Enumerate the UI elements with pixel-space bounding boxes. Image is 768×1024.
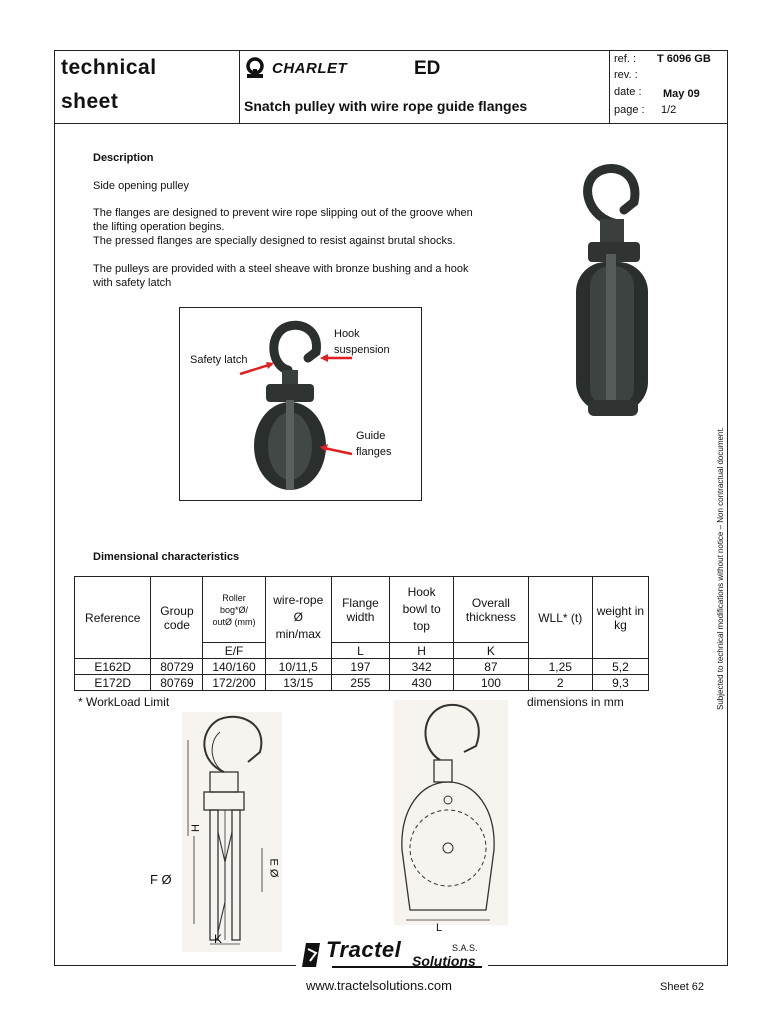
th-reference: Reference bbox=[75, 577, 151, 659]
front-view-drawing bbox=[390, 700, 510, 945]
cell-reference: E162D bbox=[75, 659, 151, 675]
page-value: 1/2 bbox=[661, 104, 677, 116]
cell-weight: 5,2 bbox=[592, 659, 648, 675]
cell-roller: 172/200 bbox=[203, 675, 265, 691]
th-overall: Overall thickness bbox=[454, 577, 528, 643]
pulley-photo bbox=[558, 164, 648, 431]
description-p4b: with safety latch bbox=[93, 277, 172, 289]
header-divider-2 bbox=[609, 50, 610, 124]
cell-hook: 430 bbox=[390, 675, 454, 691]
header-divider-1 bbox=[239, 50, 240, 124]
th-hook bbox=[390, 577, 454, 643]
th-letter-k: K bbox=[454, 643, 528, 659]
drawing-label-e: E Ø bbox=[267, 858, 280, 878]
description-p4a: The pulleys are provided with a steel sheave with bronze bushing and a hook bbox=[93, 263, 469, 275]
th-wire-rope bbox=[265, 577, 331, 659]
date-value: May 09 bbox=[663, 88, 700, 100]
cell-wll: 2 bbox=[528, 675, 592, 691]
th-wll: WLL* (t) bbox=[528, 577, 592, 659]
table-row bbox=[75, 659, 649, 675]
tractel-logo bbox=[296, 939, 488, 971]
th-letter-ef: E/F bbox=[203, 643, 265, 659]
th-group-code: Group code bbox=[151, 577, 203, 659]
cell-flange: 255 bbox=[331, 675, 389, 691]
th-wire-2: Ø bbox=[293, 610, 303, 624]
cell-group: 80769 bbox=[151, 675, 203, 691]
label-hook-1: Hook bbox=[334, 328, 360, 340]
cell-wll: 1,25 bbox=[528, 659, 592, 675]
doc-type-line1: technical bbox=[61, 56, 157, 79]
cell-overall: 87 bbox=[454, 659, 528, 675]
units-note: dimensions in mm bbox=[527, 695, 624, 709]
th-roller-3: outØ (mm) bbox=[212, 616, 256, 627]
tractel-logo-sub: Solutions bbox=[412, 953, 476, 969]
label-guide-1: Guide bbox=[356, 430, 386, 442]
cell-roller: 140/160 bbox=[203, 659, 265, 675]
cell-flange: 197 bbox=[331, 659, 389, 675]
disclaimer-vertical: Subjected to technical modifications without notice – Non contractual document. bbox=[716, 427, 725, 710]
th-hook-2: bowl to bbox=[402, 602, 441, 616]
th-letter-h: H bbox=[390, 643, 454, 659]
description-p2a: The flanges are designed to prevent wire rope slipping out of the groove when bbox=[93, 207, 473, 219]
cell-overall: 100 bbox=[454, 675, 528, 691]
brand-name: CHARLET bbox=[272, 60, 348, 77]
ref-value: T 6096 GB bbox=[657, 53, 711, 65]
side-view-drawing bbox=[140, 712, 290, 957]
th-wire-3: min/max bbox=[275, 627, 321, 641]
description-p2b: the lifting operation begins. bbox=[93, 221, 225, 233]
th-roller-2: bog*Ø/ bbox=[220, 604, 249, 615]
th-flange: Flange width bbox=[331, 577, 389, 643]
label-hook-2: suspension bbox=[334, 344, 390, 356]
description-p3: The pressed flanges are specially designed to resist against brutal shocks. bbox=[93, 235, 456, 247]
tractel-logo-sas: S.A.S. bbox=[452, 943, 478, 953]
label-guide-2: flanges bbox=[356, 446, 392, 458]
cell-weight: 9,3 bbox=[592, 675, 648, 691]
dimensional-heading: Dimensional characteristics bbox=[93, 551, 240, 563]
cell-wire: 13/15 bbox=[265, 675, 331, 691]
website-link[interactable]: www.tractelsolutions.com bbox=[306, 978, 452, 993]
dimensions-table bbox=[74, 576, 649, 691]
ref-label: ref. : bbox=[614, 53, 637, 65]
th-weight: weight in kg bbox=[592, 577, 648, 659]
drawing-label-l: L bbox=[436, 922, 443, 934]
tractel-logo-main: Tractel bbox=[326, 937, 402, 962]
product-code: ED bbox=[414, 58, 441, 79]
th-roller-1: Roller bbox=[222, 592, 246, 603]
drawing-label-f: F Ø bbox=[150, 872, 172, 887]
doc-type-line2: sheet bbox=[61, 90, 119, 113]
drawing-label-k: K bbox=[214, 932, 223, 946]
date-label: date : bbox=[614, 86, 642, 98]
sheet-number: Sheet 62 bbox=[660, 981, 705, 993]
annotated-figure bbox=[179, 307, 422, 501]
drawing-label-h: H bbox=[189, 824, 202, 832]
th-wire-1: wire-rope bbox=[273, 593, 324, 607]
th-letter-l: L bbox=[331, 643, 389, 659]
description-p1: Side opening pulley bbox=[93, 180, 190, 192]
header-bottom-rule bbox=[54, 123, 728, 124]
cell-group: 80729 bbox=[151, 659, 203, 675]
product-title: Snatch pulley with wire rope guide flanges bbox=[244, 98, 528, 114]
description-heading: Description bbox=[93, 152, 154, 164]
table-row bbox=[75, 675, 649, 691]
rev-label: rev. : bbox=[614, 69, 638, 81]
wll-footnote: * WorkLoad Limit bbox=[78, 695, 170, 709]
label-safety-latch: Safety latch bbox=[190, 354, 248, 366]
cell-reference: E172D bbox=[75, 675, 151, 691]
th-roller bbox=[203, 577, 265, 643]
cell-wire: 10/11,5 bbox=[265, 659, 331, 675]
th-hook-3: top bbox=[413, 619, 430, 633]
page-label: page : bbox=[614, 104, 645, 116]
th-hook-1: Hook bbox=[407, 585, 436, 599]
cell-hook: 342 bbox=[390, 659, 454, 675]
